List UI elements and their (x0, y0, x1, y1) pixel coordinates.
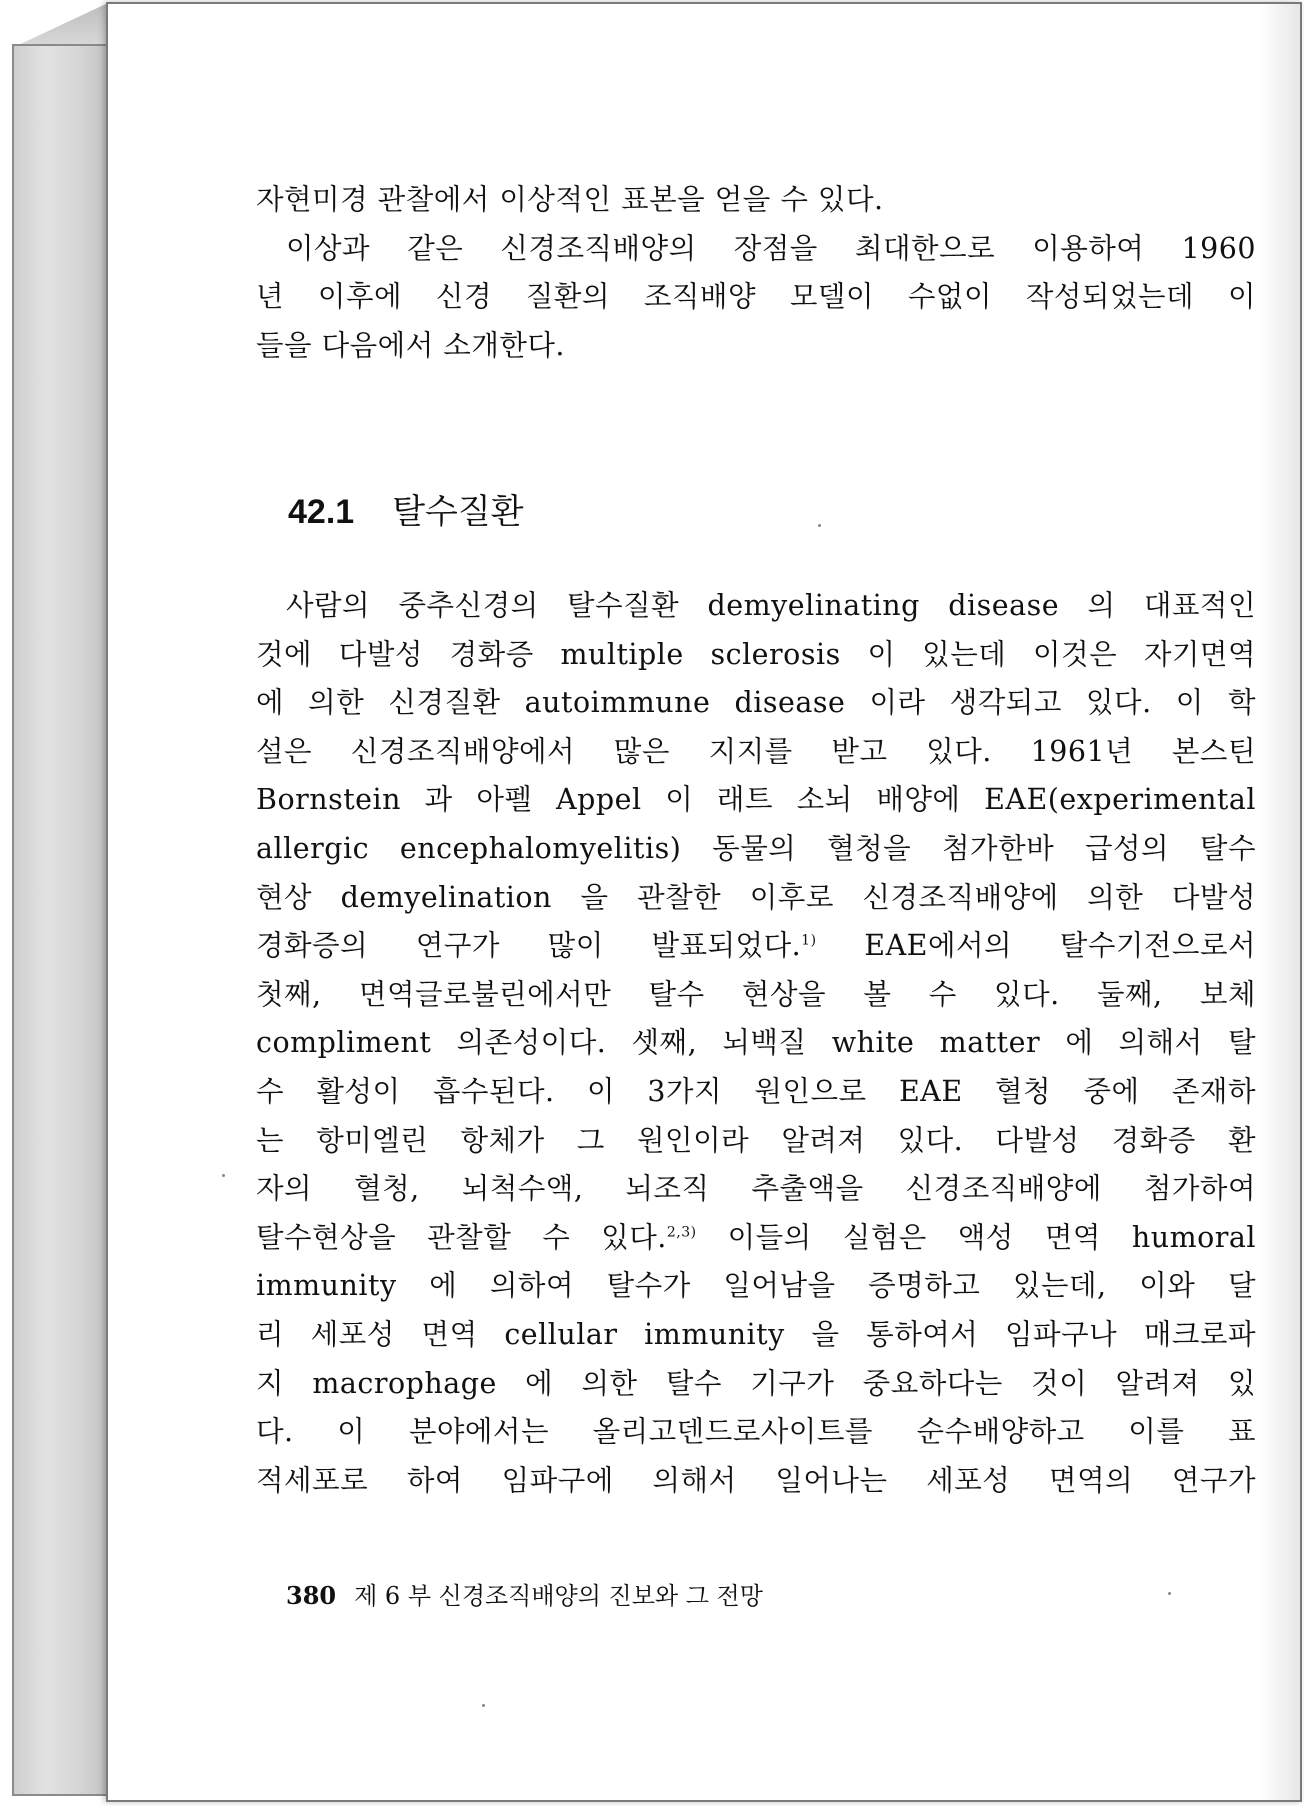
book-top-edge (12, 2, 110, 48)
body-line: 에 의한 신경질환 autoimmune disease 이라 생각되고 있다. 이 학 (256, 686, 1256, 720)
body-line-with-ref (256, 922, 1256, 971)
body-line: 현상 demyelination 을 관찰한 이후로 신경조직배양에 의한 다발성 (256, 880, 1256, 914)
body-line-with-ref (256, 1214, 1256, 1263)
body-line: 수 활성이 흡수된다. 이 3가지 원인으로 EAE 혈청 중에 존재하 (256, 1074, 1256, 1108)
speck (222, 1174, 225, 1177)
body-line: 리 세포성 면역 cellular immunity 을 통하여서 임파구나 매크로파 (256, 1317, 1256, 1351)
body-line: 자의 혈청, 뇌척수액, 뇌조직 추출액을 신경조직배양에 첨가하여 (256, 1172, 1256, 1206)
intro-line: 들을 다음에서 소개한다. (256, 328, 565, 362)
body-line: compliment 의존성이다. 셋째, 뇌백질 white matter 에 의해서 탈 (256, 1026, 1256, 1060)
body-line: 지 macrophage 에 의한 탈수 기구가 중요하다는 것이 알려져 있 (256, 1366, 1256, 1400)
intro-line: 이상과 같은 신경조직배양의 장점을 최대한으로 이용하여 1960 (286, 231, 1256, 265)
body-line: 첫째, 면역글로불린에서만 탈수 현상을 볼 수 있다. 둘째, 보체 (256, 977, 1256, 1011)
body-line-text: 탈수현상을 관찰할 수 있다. (256, 1220, 667, 1254)
speck (482, 1704, 485, 1707)
body-line-tail: 이들의 실험은 액성 면역 humoral (727, 1220, 1256, 1254)
section-heading (288, 484, 524, 533)
section-number: 42.1 (288, 493, 355, 531)
page-edge-shade (1260, 4, 1300, 1800)
reference-marker: 1) (801, 932, 817, 949)
body-line: 것에 다발성 경화증 multiple sclerosis 이 있는데 이것은 자기면역 (256, 637, 1256, 671)
page-footer (286, 1576, 763, 1611)
body-line: allergic encephalomyelitis) 동물의 혈청을 첨가한바 급성의 탈수 (256, 831, 1256, 865)
reference-marker: 2,3) (666, 1224, 697, 1241)
body-line-text: 경화증의 연구가 많이 발표되었다. (256, 929, 802, 963)
body-line: 는 항미엘린 항체가 그 원인이라 알려져 있다. 다발성 경화증 환 (256, 1123, 1256, 1157)
body-line: 다. 이 분야에서는 올리고덴드로사이트를 순수배양하고 이를 표 (256, 1415, 1256, 1449)
intro-paragraph (256, 176, 1256, 370)
book-page (106, 2, 1302, 1802)
speck (818, 524, 821, 527)
page-number: 380 (286, 1581, 337, 1610)
intro-line: 년 이후에 신경 질환의 조직배양 모델이 수없이 작성되었는데 이 (256, 280, 1256, 314)
speck (1168, 1592, 1171, 1595)
running-title: 제 6 부 신경조직배양의 진보와 그 전망 (354, 1582, 763, 1610)
body-line: 설은 신경조직배양에서 많은 지지를 받고 있다. 1961년 본스틴 (256, 734, 1256, 768)
body-line-tail: EAE에서의 탈수기전으로서 (864, 929, 1257, 963)
section-title: 탈수질환 (392, 493, 524, 531)
body-line: immunity 에 의하여 탈수가 일어남을 증명하고 있는데, 이와 달 (256, 1269, 1256, 1303)
intro-line: 자현미경 관찰에서 이상적인 표본을 얻을 수 있다. (256, 183, 884, 216)
book-spine (12, 44, 108, 1796)
body-line: Bornstein 과 아펠 Appel 이 래트 소뇌 배양에 EAE(experimental (256, 783, 1256, 817)
body-paragraph (256, 582, 1256, 1505)
body-line: 사람의 중추신경의 탈수질환 demyelinating disease 의 대표적인 (286, 589, 1256, 622)
body-line: 적세포로 하여 임파구에 의해서 일어나는 세포성 면역의 연구가 (256, 1463, 1256, 1497)
